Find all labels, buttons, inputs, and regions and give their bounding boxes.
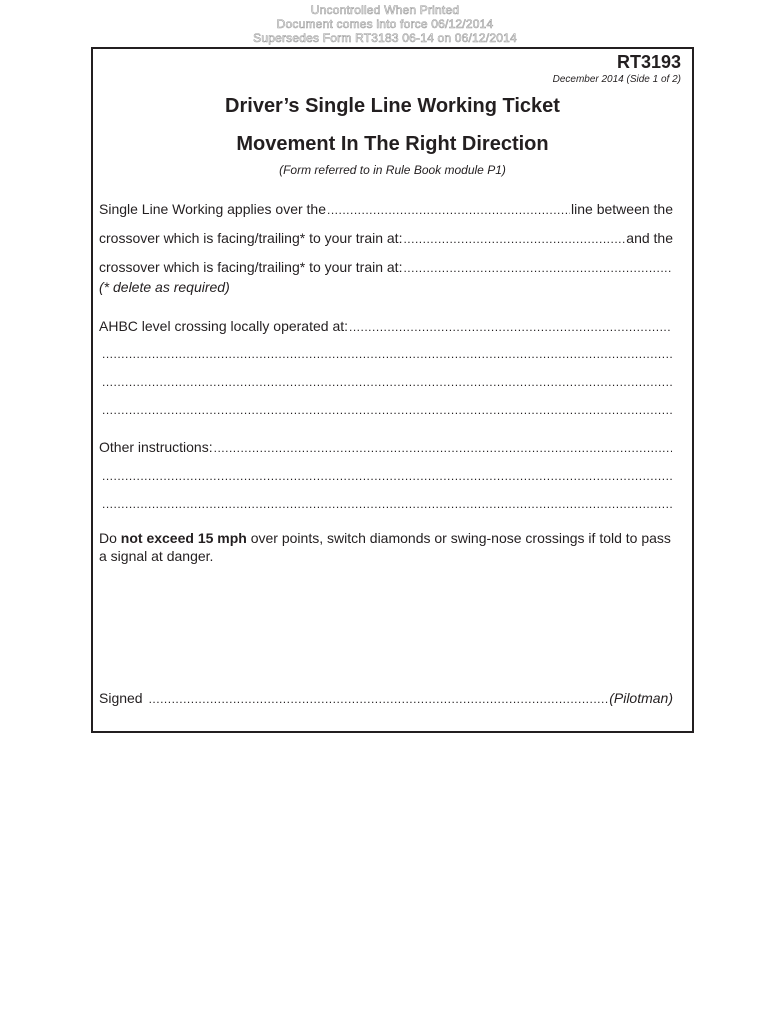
speed-pre: Do [99, 530, 117, 546]
slw-line [99, 201, 673, 217]
crossover-1-line [99, 230, 673, 246]
crossover-2-line [99, 259, 673, 275]
watermark-in-force: Document comes into force 06/12/2014 [276, 17, 494, 31]
crossover-2-prefix: crossover which is facing/trailing* to your train at: [99, 259, 403, 275]
crossover-2-field[interactable] [403, 259, 672, 275]
other-instructions-field[interactable] [214, 439, 672, 455]
slw-prefix: Single Line Working applies over the [99, 201, 326, 217]
other-extra-line-1[interactable] [102, 469, 673, 483]
signature-field[interactable] [149, 690, 609, 706]
speed-emphasis: not exceed 15 mph [120, 530, 247, 546]
ahbc-extra-line-3[interactable] [102, 403, 673, 417]
slw-line-field[interactable] [327, 201, 570, 217]
signed-label: Signed [99, 690, 143, 706]
delete-note: (* delete as required) [99, 279, 230, 295]
ahbc-extra-line-2[interactable] [102, 375, 673, 389]
watermark-supersedes: Supersedes Form RT3183 06-14 on 06/12/2014 [253, 31, 517, 45]
other-instructions-label: Other instructions: [99, 439, 213, 455]
form-subtitle: Movement In The Right Direction [236, 133, 549, 155]
pilotman-label: (Pilotman) [609, 690, 673, 706]
crossover-1-field[interactable] [403, 230, 625, 246]
ahbc-line [99, 318, 673, 334]
signed-line [99, 690, 673, 706]
form-code: RT3193 [616, 52, 681, 72]
form-date: December 2014 (Side 1 of 2) [552, 74, 681, 85]
watermark-uncontrolled: Uncontrolled When Printed [310, 3, 460, 17]
other-instructions-line [99, 439, 673, 455]
other-extra-line-2[interactable] [102, 497, 673, 511]
form-reference: (Form referred to in Rule Book module P1) [279, 163, 506, 177]
speed-post: over points, switch diamonds or swing-nose crossings if told to pass a signal at danger. [99, 530, 671, 564]
speed-instruction [99, 529, 679, 565]
crossover-1-prefix: crossover which is facing/trailing* to your train at: [99, 230, 403, 246]
slw-suffix: line between the [571, 201, 673, 217]
crossover-1-suffix: and the [626, 230, 673, 246]
ahbc-field[interactable] [349, 318, 672, 334]
form-title: Driver’s Single Line Working Ticket [225, 95, 560, 117]
ahbc-extra-line-1[interactable] [102, 347, 673, 361]
ahbc-label: AHBC level crossing locally operated at: [99, 318, 349, 334]
ticket-form [91, 47, 694, 733]
